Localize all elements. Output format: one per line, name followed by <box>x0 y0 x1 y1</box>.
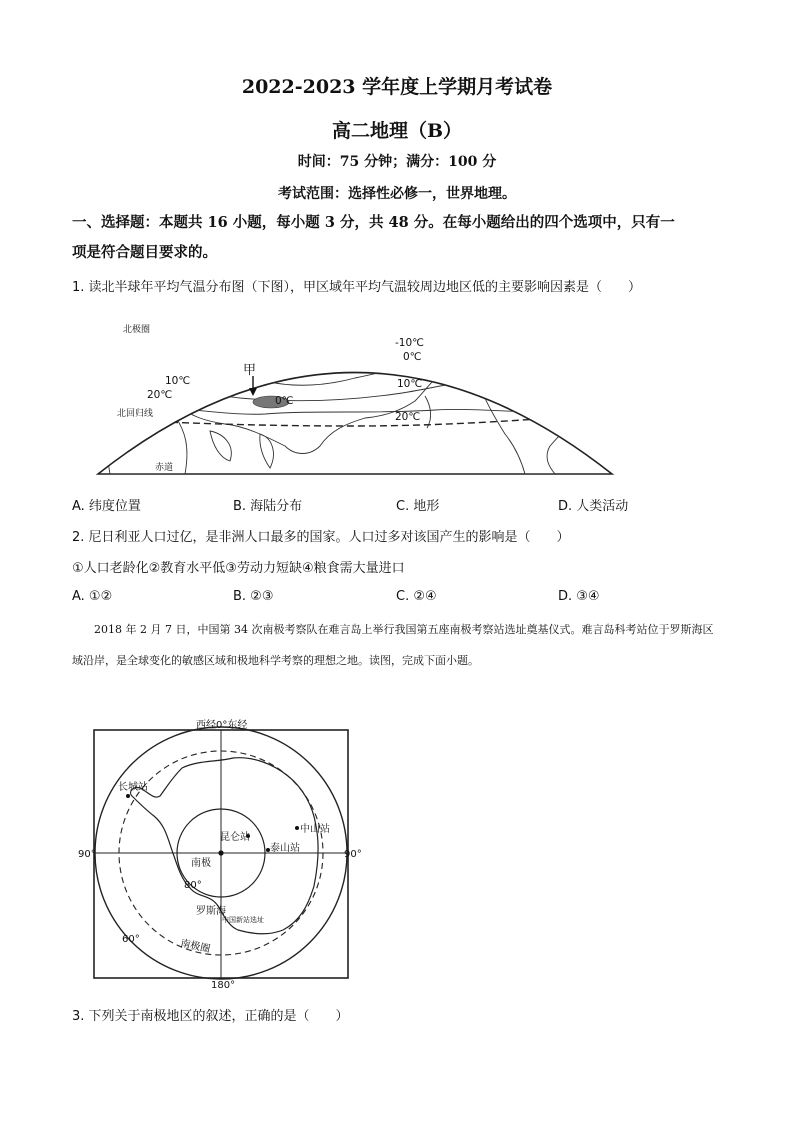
question-2-statements: ①人口老龄化②教育水平低③劳动力短缺④粮食需大量进口 <box>72 561 405 576</box>
q2-option-b[interactable]: B. ②③ <box>233 589 274 604</box>
label-new-station-site: 中国新站选址 <box>222 916 264 924</box>
greenland-coast <box>525 324 570 345</box>
label-great-wall-station: 长城站 <box>118 782 148 793</box>
q1-option-a[interactable]: A. 纬度位置 <box>72 499 141 514</box>
label-jia: 甲 <box>243 363 257 378</box>
label-latitude-80: 80° <box>184 880 202 891</box>
label-arctic-circle: 北极圈 <box>123 325 151 335</box>
question-1-stem: 1. 读北半球年平均气温分布图（下图），甲区域年平均气温较周边地区低的主要影响因素是（ ） <box>72 280 642 295</box>
zhongshan-station-marker <box>295 826 299 830</box>
label-right-90: 90° <box>344 849 362 860</box>
label-south-pole: 南极 <box>191 858 211 869</box>
label-isotherm-10-right: 10℃ <box>397 378 423 390</box>
label-isotherm-0-right: 0℃ <box>403 351 422 363</box>
label-latitude-60: 60° <box>122 934 140 945</box>
q1-option-c[interactable]: C. 地形 <box>396 499 440 514</box>
label-equator: 赤道 <box>155 463 174 473</box>
label-isotherm-neg10: -10℃ <box>395 337 424 349</box>
northern-hemisphere-temperature-map <box>95 306 615 484</box>
arctic-circle-line <box>125 328 595 348</box>
label-tropic-of-cancer: 北回归线 <box>117 409 154 419</box>
great-wall-station-marker <box>126 794 130 798</box>
label-kunlun-station: 昆仑站 <box>220 832 250 843</box>
label-left-90: 90° <box>78 849 96 860</box>
q2-option-d[interactable]: D. ③④ <box>558 589 600 604</box>
exam-scope: 考试范围：选择性必修一，世界地理。 <box>278 186 516 202</box>
section-heading-line2: 项是符合题目要求的。 <box>72 244 217 261</box>
label-ross-sea: 罗斯海 <box>196 906 226 917</box>
label-antarctic-circle: 南极圈 <box>179 938 212 956</box>
section-heading <box>72 208 732 268</box>
q2-option-c[interactable]: C. ②④ <box>396 589 437 604</box>
map-frame <box>98 373 612 475</box>
question-3-stem: 3. 下列关于南极地区的叙述，正确的是（ ） <box>72 1009 349 1024</box>
q1-option-b[interactable]: B. 海陆分布 <box>233 499 303 514</box>
label-isotherm-20-left: 20℃ <box>147 389 173 401</box>
q1-option-d[interactable]: D. 人类活动 <box>558 499 629 514</box>
label-top-meridian: 西经0°东经 <box>196 720 248 731</box>
q2-option-a[interactable]: A. ①② <box>72 589 113 604</box>
antarctic-map <box>78 716 368 988</box>
subject-title: 高二地理（B） <box>331 120 463 142</box>
south-pole-dot <box>218 850 223 855</box>
section-heading-line1: 一、选择题：本题共 16 小题，每小题 3 分，共 48 分。在每小题给出的四个选项中，只有一 <box>72 214 675 231</box>
label-isotherm-10-left: 10℃ <box>165 375 191 387</box>
passage-text: 2018 年 2 月 7 日，中国第 34 次南极考察队在难言岛上举行我国第五座南极考察站选址奠基仪式。难言岛科考站位于罗斯海区域沿岸，是全球变化的敏感区域和极地科学考察的理想之地。读图，完成下面小题。 <box>72 623 714 667</box>
question-2-stem: 2. 尼日利亚人口过亿，是非洲人口最多的国家。人口过多对该国产生的影响是（ ） <box>72 530 570 545</box>
label-taishan-station: 泰山站 <box>270 843 300 854</box>
label-bottom-meridian: 180° <box>211 980 236 988</box>
exam-title: 2022-2023 学年度上学期月考试卷 <box>241 76 553 98</box>
label-zhongshan-station: 中山站 <box>300 824 330 835</box>
time-info: 时间：75 分钟；满分：100 分 <box>297 154 497 170</box>
label-isotherm-20-right: 20℃ <box>395 411 421 423</box>
label-isotherm-0-jia: 0℃ <box>275 395 294 407</box>
isotherm-neg10 <box>275 344 595 365</box>
